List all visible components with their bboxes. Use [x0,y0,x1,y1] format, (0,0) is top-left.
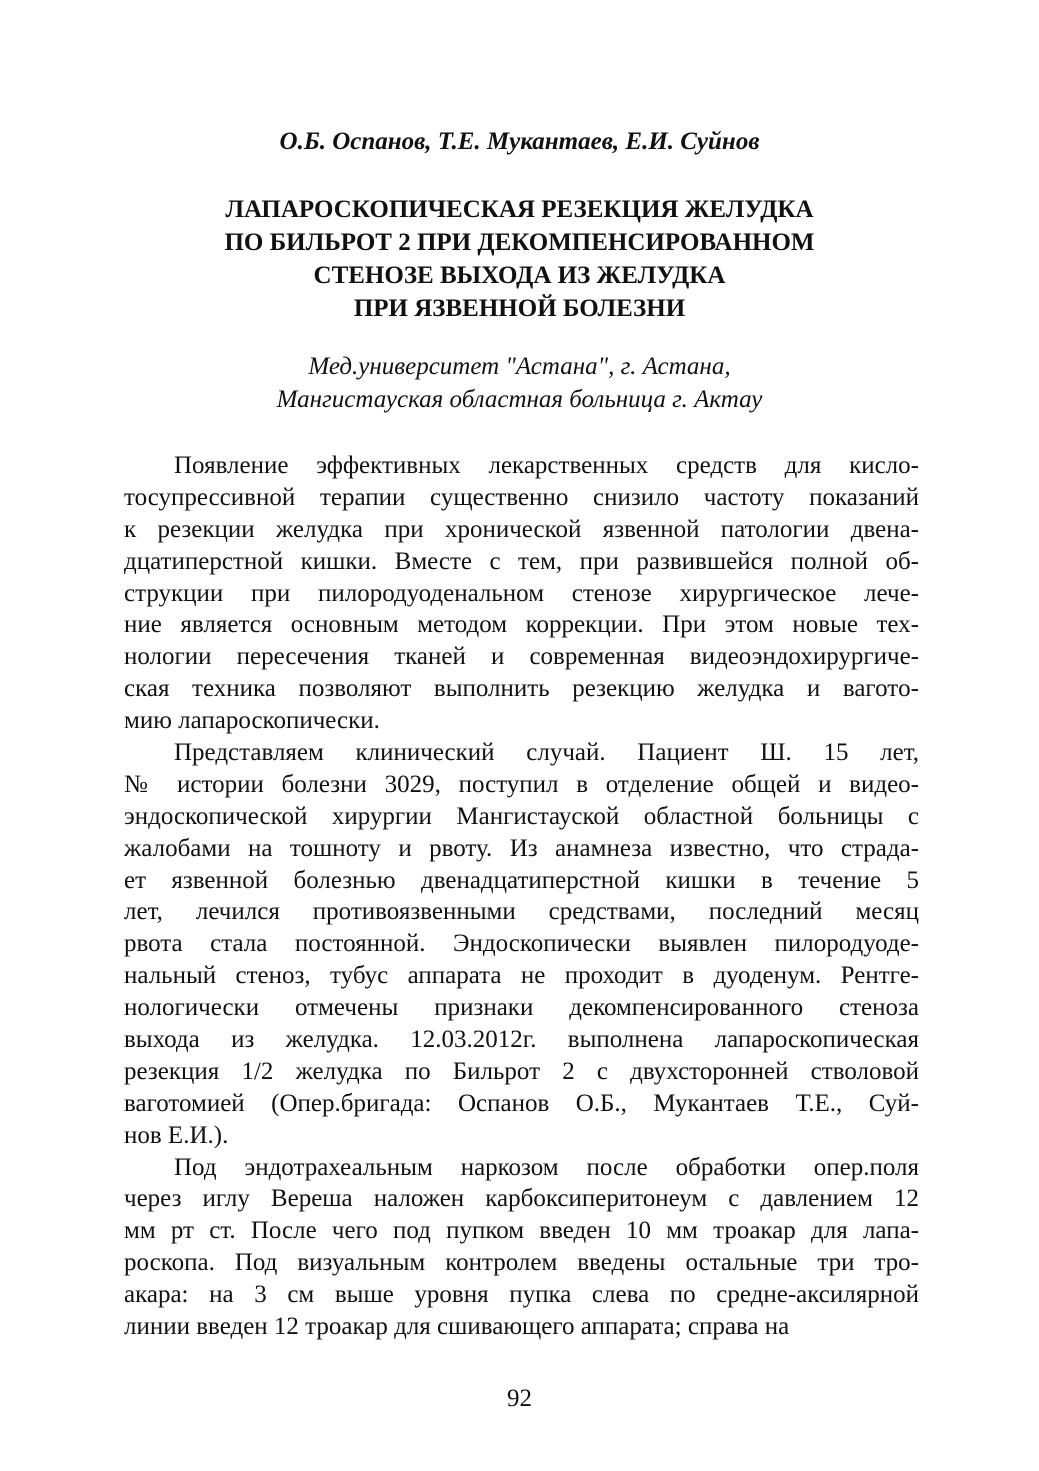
article-body [124,450,919,1343]
paragraph-line: Появление эффективных лекарственных средств для кисло- [174,452,919,479]
paragraph-line: № истории болезни 3029, поступил в отделение общей и видео- [124,770,919,798]
paragraph-line: мию лапароскопически. [124,707,380,735]
paragraph-line: нологически отмечены признаки декомпенсированного стеноза [124,994,919,1022]
title-line: СТЕНОЗЕ ВЫХОДА ИЗ ЖЕЛУДКА [313,262,726,289]
page-number: 92 [507,1385,532,1412]
paragraph-line: Под эндотрахеальным наркозом после обработки опер.поля [174,1153,919,1181]
title-line: ЛАПАРОСКОПИЧЕСКАЯ РЕЗЕКЦИЯ ЖЕЛУДКА [225,196,814,223]
paragraph-line: эндоскопической хирургии Мангистауской областной больницы с [124,802,919,830]
paragraph-line: рвота стала постоянной. Эндоскопически выявлен пилородуоде- [124,930,919,958]
affiliation-line: Мед.университет "Астана", г. Астана, [308,353,731,380]
paragraph-line: к резекции желудка при хронической язвенной патологии двена- [124,515,919,543]
paragraph-line: дцатиперстной кишки. Вместе с тем, при развившейся полной об- [124,547,919,575]
title-line: ПО БИЛЬРОТ 2 ПРИ ДЕКОМПЕНСИРОВАННОМ [224,229,815,256]
article-title [0,193,1039,325]
authors: О.Б. Оспанов, Т.Е. Мукантаев, Е.И. Суйнов [279,128,760,155]
paragraph-line: жалобами на тошноту и рвоту. Из анамнеза известно, что страда- [124,834,919,862]
paragraph-line: через иглу Вереша наложен карбоксиперитонеум с давлением 12 [124,1185,919,1213]
paragraph [124,1152,919,1343]
paragraph-line: ская техника позволяют выполнить резекцию желудка и ваготo- [124,675,919,703]
paragraph-line: нологии пересечения тканей и современная видеоэндохирургиче- [124,643,919,671]
paragraph-line: нальный стеноз, тубус аппарата не проходит в дуоденум. Рентге- [124,962,919,990]
paragraph-line: ет язвенной болезнью двенадцатиперстной кишки в течение 5 [124,866,919,894]
paragraph-line: тосупрессивной терапии существенно снизило частоту показаний [124,483,919,511]
paragraph-line: нов Е.И.). [124,1121,229,1149]
paragraph-line: ваготомией (Опер.бригада: Оспанов О.Б., Мукантаев Т.Е., Суй- [124,1089,919,1117]
paragraph-line: линии введен 12 троакар для сшивающего аппарата; справа на [124,1313,790,1341]
affiliations [0,350,1039,416]
paragraph-line: ние является основным методом коррекции. При этом новые тех- [124,611,919,639]
paragraph-line: резекция 1/2 желудка по Бильрот 2 с двухсторонней стволовой [124,1057,919,1085]
paragraph-line: выхода из желудка. 12.03.2012г. выполнена лапароскопическая [124,1026,919,1054]
paragraph-line: струкции при пилородуоденальном стенозе хирургическое лече- [124,579,919,607]
paragraph-line: роскопа. Под визуальным контролем введены остальные три тро- [124,1249,919,1277]
paragraph [124,737,919,1152]
paragraph-line: акара: на 3 см выше уровня пупка слева по средне-аксилярной [124,1281,919,1309]
title-line: ПРИ ЯЗВЕННОЙ БОЛЕЗНИ [353,295,686,322]
paragraph-line: мм рт ст. После чего под пупком введен 10 мм троакар для лапа- [124,1217,919,1245]
affiliation-line: Мангистауская областная больница г. Актау [276,386,763,413]
paragraph [124,450,919,737]
paragraph-line: Представляем клинический случай. Пациент Ш. 15 лет, [174,739,919,767]
paragraph-line: лет, лечился противоязвенными средствами, последний месяц [124,898,919,926]
